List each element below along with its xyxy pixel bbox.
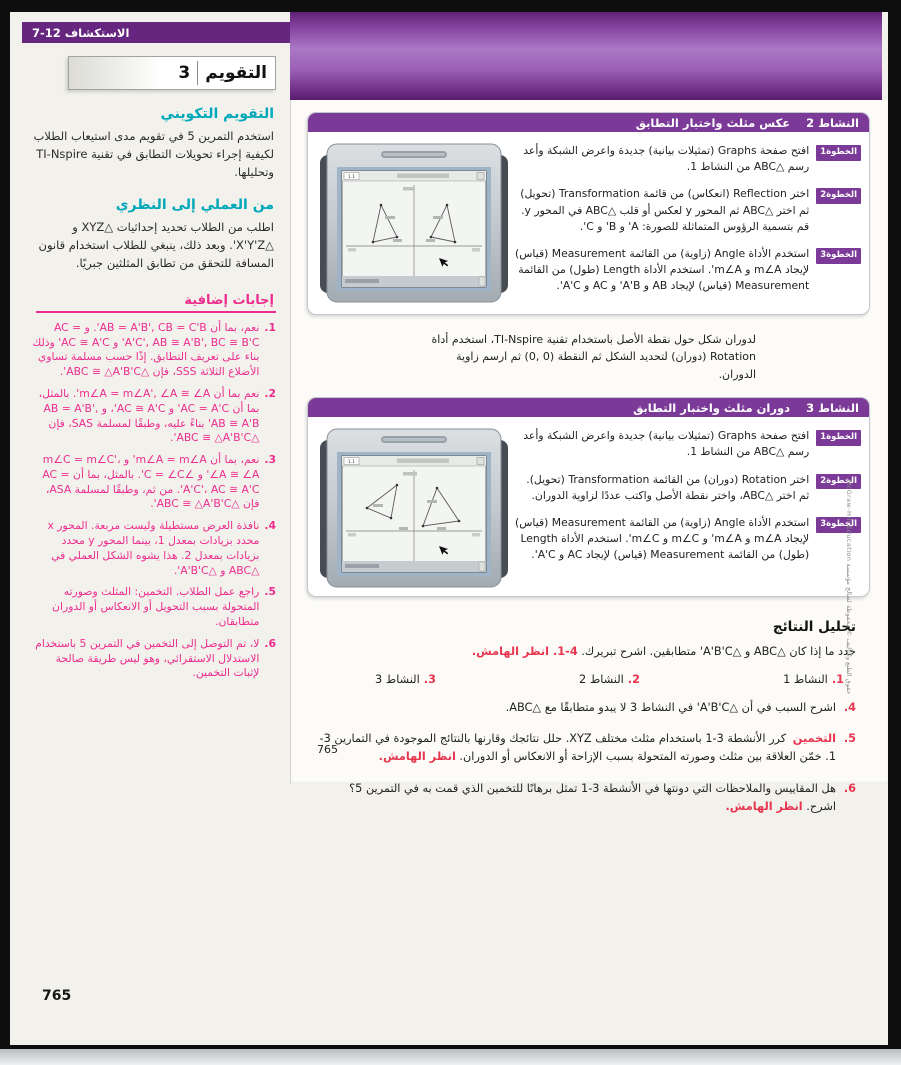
scan-bottom-edge xyxy=(0,1049,901,1065)
activity-3-header xyxy=(308,398,869,417)
activity-2-steps xyxy=(514,141,861,306)
question-item: 1.النشاط 1 xyxy=(783,673,844,687)
page-number: 765 xyxy=(42,988,72,1004)
teacher-sidebar xyxy=(32,56,276,688)
question-4: 4. اشرح السبب في أن △A'B'C' في النشاط 3 لا يبدو متطابقًا مع △ABC. xyxy=(505,701,856,715)
measure-blur xyxy=(373,504,383,507)
section-title-box xyxy=(68,56,276,90)
question-item: 3.النشاط 3 xyxy=(375,673,436,687)
step-badge: الخطوة2 xyxy=(816,474,861,490)
measure-blur xyxy=(437,527,446,530)
answer-item: 1. نعم، بما أن AB = A'B', CB = C'B'. و AC = A'C', AB ≅ A'B', BC ≅ B'C' و AC ≅ A'C' وذلك بناء على تعريف التطابق. إذًا حسب مسلمة تساوي الأضلاع الثلاثة SSS، فإن △ABC ≅ △A'B'C'. xyxy=(32,320,276,379)
question-item: 2.النشاط 2 xyxy=(579,673,640,687)
book-page xyxy=(10,12,888,1045)
calc-tab-label: 1.1 xyxy=(347,175,356,180)
answer-item: 4. نافذة العرض مستطيلة وليست مربعة. المحور x محدد بزيادات بمعدل 1، بينما المحور y محدد بزيادات بمعدل 2. هذا يشوه الشكل العملي في △ABC و △A'B'C'. xyxy=(47,519,276,577)
analysis-intro: حدد ما إذا كان △ABC و △A'B'C' متطابقين. اشرح تبريرك. 4-1. انظر الهامش. xyxy=(471,645,856,659)
step-badge: الخطوة1 xyxy=(816,145,861,161)
activity-2-box xyxy=(307,112,870,315)
scroll-button xyxy=(479,277,485,286)
answer-item: 3. نعم، بما أن m∠A = m∠A' و m∠C = m∠C'، ∠A ≅ ∠A' و ∠C = ∠C'. بالمثل، بما أن AC = A'C'، AC ≅ A'C'. من ثم، وطبقًا لمسلمة ASA، فإن △ABC ≅ △A'B'C'. xyxy=(42,453,276,511)
activity-2-label: النشاط 2 xyxy=(806,115,859,130)
measure-blur xyxy=(399,527,408,530)
lesson-tab xyxy=(22,22,290,43)
header-band xyxy=(290,12,882,100)
ti-nspire-image-rotation xyxy=(312,426,510,588)
ti-nspire-image-reflection xyxy=(312,141,510,306)
step-row: الخطوة1 افتح صفحة Graphs (تمثيلات بيانية) جديدة واعرض الشبكة وأعد رسم △ABC من النشاط 1. xyxy=(514,143,861,175)
step-row: الخطوة2 اختر Rotation (دوران) من القائمة Transformation (تحويل). ثم اختر △ABC، واختر نقطة الأصل واكتب عددًا لزاوية الدوران. xyxy=(514,472,861,504)
step-row: الخطوة1 افتح صفحة Graphs (تمثيلات بيانية) جديدة واعرض الشبكة وأعد رسم △ABC من النشاط 1. xyxy=(514,428,861,460)
ti-nspire-screenshot-reflection xyxy=(318,143,510,303)
step-row: الخطوة3 استخدم الأداة Angle (زاوية) من القائمة Measurement (قياس) لإيجاد m∠A و m∠A' و m∠C و m∠C'. استخدم الأداة Length (طول) من القائمة Measurement (قياس) لإيجاد AC و A'C'. xyxy=(514,515,861,564)
measure-blur xyxy=(433,216,443,219)
measure-blur xyxy=(427,500,437,503)
activity-3-box xyxy=(307,397,870,597)
student-page-number: 765 xyxy=(317,743,338,756)
activity-3-body xyxy=(308,417,869,596)
student-page-area xyxy=(290,100,888,813)
step-badge: الخطوة1 xyxy=(816,430,861,446)
conjecture-keyword: التخمين xyxy=(792,732,836,746)
axis-label-blur xyxy=(472,248,480,252)
speaker-slot-inner xyxy=(383,153,445,156)
question-6: 6. هل المقاييس والملاحظات التي دونتها في الأنشطة 3-1 تمثل برهانًا للتخمين الذي قمت به في التمرين 5؟ اشرح. انظر الهامش. xyxy=(349,781,856,813)
close-box xyxy=(477,458,484,465)
step-row: الخطوة3 استخدم الأداة Angle (زاوية) من القائمة Measurement (قياس) لإيجاد m∠A و m∠A'. استخدم الأداة Length (طول) من القائمة Measurement (قياس) لإيجاد AB و A'B' و AC و A'C'. xyxy=(514,246,861,295)
scroll-button xyxy=(479,562,485,571)
activity-3-steps xyxy=(514,426,861,588)
analysis-section xyxy=(317,619,856,815)
margin-note: انظر الهامش. xyxy=(725,799,803,813)
activity-3-title: دوران مثلث واختبار التطابق xyxy=(633,400,791,415)
step-badge: الخطوة3 xyxy=(816,248,861,264)
practical-to-theory-title: من العملي إلى النظري xyxy=(115,197,274,214)
activity-2-header xyxy=(308,113,869,132)
axis-label-blur xyxy=(348,533,356,537)
section-number: 3 xyxy=(178,63,191,83)
practical-to-theory-body: اطلب من الطلاب تحديد إحداثيات △XYZ و △X'Y'Z'. وبعد ذلك، ينبغي للطلاب استخدام قانون المسافة للتحقق من تطابق المثلثين جبريًا. xyxy=(38,220,274,271)
answer-item: 2. نعم بما أن m∠A = m∠A', ∠A ≅ ∠A'. بالمثل، بما أن AC = A'C' و AC ≅ A'C'، و AB = A'B', AB ≅ A'B' بناءً عليه، وطبقًا لمسلمة SAS، فإن △ABC ≅ △A'B'C'. xyxy=(38,387,276,445)
axis-label-blur xyxy=(348,248,356,252)
analysis-title: تحليل النتائج xyxy=(772,619,856,636)
ti-nspire-screenshot-rotation xyxy=(318,428,510,588)
section-title: التقويم xyxy=(205,63,267,83)
activity-2-body xyxy=(308,132,869,314)
formative-assessment-body: استخدم التمرين 5 في تقويم مدى استيعاب الطلاب لكيفية إجراء تحويلات التطابق في تقنية TI-Nspire وتحليلها. xyxy=(33,129,274,179)
status-blur xyxy=(345,279,379,283)
axis-label-blur xyxy=(403,472,417,476)
question-5: 5. التخمين كرر الأنشطة 3-1 باستخدام مثلث مختلف XYZ. حلل نتائجك وقارنها بالنتائج الموجودة في التمارين 3-1. خمّن العلاقة بين مثلث وصورته المتحولة بسبب الإزاحة أو الانعكاس أو الدوران. انظر الهامش. xyxy=(319,732,856,764)
additional-answers-list xyxy=(32,321,276,681)
additional-answers-title: إجابات إضافية xyxy=(184,292,274,308)
margin-note: انظر الهامش. xyxy=(378,750,456,764)
margin-note: 4-1. انظر الهامش. xyxy=(471,645,578,659)
measure-blur xyxy=(385,216,395,219)
measure-blur xyxy=(393,239,402,242)
axis-label-blur xyxy=(472,533,480,537)
calc-tab-label: 1.1 xyxy=(347,460,356,466)
pink-rule xyxy=(36,311,276,313)
activity-2-title: عكس مثلث واختبار التطابق xyxy=(635,115,791,130)
answer-item: 5. راجع عمل الطلاب. التخمين: المثلث وصورته المتحولة بسبب التحويل أو الانعكاس أو الدوران متطابقان. xyxy=(52,585,276,628)
toolbar-title-blur xyxy=(397,174,449,179)
step-row: الخطوة2 اختر Reflection (انعكاس) من قائمة Transformation (تحويل) ثم اختر △ABC ثم المحور y لعكس أو قلب △ABC في المحور y. قم بتسمية الرؤوس المتماثلة للصورة: A' و B' و C'. xyxy=(514,186,861,235)
copyright-sideways-text: حقوق الطبع والتأليف © محفوظة لصالح مؤسسة McGraw-Hill Education xyxy=(845,479,853,695)
answer-item: 6. لا، تم التوصل إلى التخمين في التمرين 5 باستخدام الاستدلال الاستقرائي، وهو ليس طريقة صالحة لإثبات التخمين. xyxy=(35,636,276,680)
activity-3-label: النشاط 3 xyxy=(806,400,859,415)
rotation-note: لدوران شكل حول نقطة الأصل باستخدام تقنية TI-Nspire، استخدم أداة Rotation (دوران) لتحديد الشكل ثم النقطة (0 ,0) ثم ارسم زاوية الدوران. xyxy=(431,332,756,381)
lesson-tab-label: الاستكشاف 12-7 xyxy=(32,25,130,40)
formative-assessment-title: التقويم التكويني xyxy=(160,106,274,122)
section-divider xyxy=(197,61,198,85)
toolbar-title-blur xyxy=(397,459,449,464)
measure-blur xyxy=(426,239,435,242)
axis-label-blur xyxy=(403,187,415,191)
question-row xyxy=(375,673,844,686)
step-badge: الخطوة3 xyxy=(816,517,861,533)
step-badge: الخطوة2 xyxy=(816,188,861,204)
speaker-slot-inner xyxy=(383,438,445,441)
close-box xyxy=(477,173,484,180)
status-blur xyxy=(345,564,379,568)
